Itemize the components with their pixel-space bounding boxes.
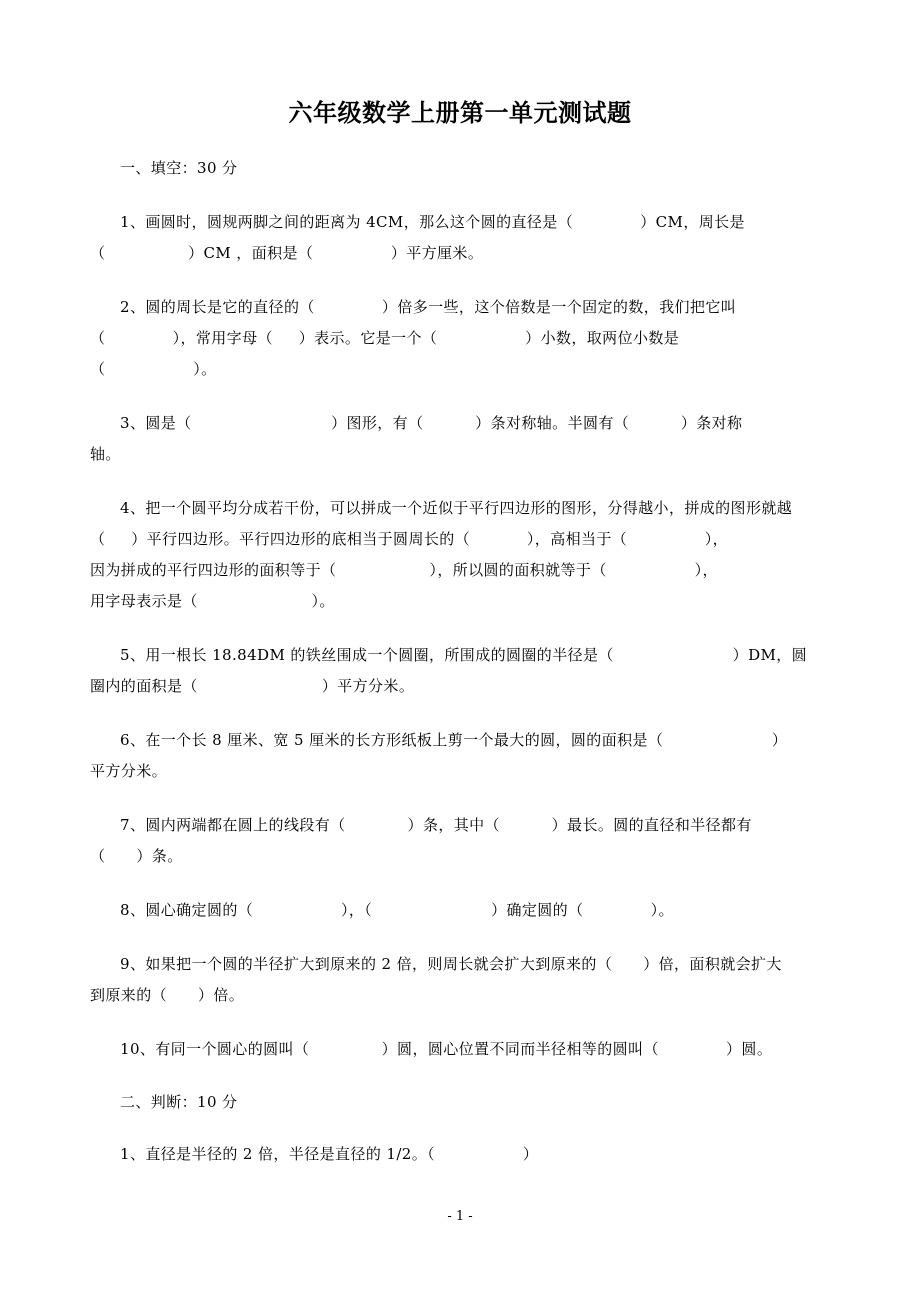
judge-question-1-line-1: 1、直径是半径的 2 倍，半径是直径的 1/2。（ ）	[120, 1145, 539, 1163]
question-2-line-3: （ ）。	[90, 360, 217, 378]
question-2-line-2: （ ），常用字母（ ）表示。它是一个（ ）小数，取两位小数是	[90, 329, 680, 347]
question-4-line-2: （ ）平行四边形。平行四边形的底相当于圆周长的（ ），高相当于（ ），	[90, 530, 729, 548]
question-4-line-1: 4、把一个圆平均分成若干份，可以拼成一个近似于平行四边形的图形，分得越小，拼成的图形就越	[120, 499, 793, 517]
question-3-line-2: 轴。	[90, 445, 121, 463]
question-6-line-2: 平方分米。	[90, 762, 168, 780]
question-1-line-2: （ ）CM ，面积是（ ）平方厘米。	[90, 244, 484, 262]
question-3-line-1: 3、圆是（ ）图形，有（ ）条对称轴。半圆有（ ）条对称	[120, 414, 743, 432]
question-1-line-1: 1、画圆时，圆规两脚之间的距离为 4CM，那么这个圆的直径是（ ）CM，周长是	[120, 213, 745, 231]
question-4-line-4: 用字母表示是（ ）。	[90, 592, 335, 610]
question-8-line-1: 8、圆心确定圆的（ ），（ ）确定圆的（ ）。	[120, 901, 674, 919]
page-number: - 1 -	[447, 1209, 473, 1224]
document-title: 六年级数学上册第一单元测试题	[288, 99, 632, 127]
question-5-line-2: 圈内的面积是（ ）平方分米。	[90, 677, 415, 695]
question-10-line-1: 10、有同一个圆心的圆叫（ ）圆，圆心位置不同而半径相等的圆叫（ ）圆。	[120, 1040, 773, 1058]
question-9-line-1: 9、如果把一个圆的半径扩大到原来的 2 倍，则周长就会扩大到原来的（ ）倍，面积就会扩大	[120, 955, 782, 973]
section-heading-true-false: 二、判断：10 分	[120, 1093, 238, 1111]
question-9-line-2: 到原来的（ ）倍。	[90, 986, 245, 1004]
question-2-line-1: 2、圆的周长是它的直径的（ ）倍多一些，这个倍数是一个固定的数，我们把它叫	[120, 298, 737, 316]
question-5-line-1: 5、用一根长 18.84DM 的铁丝围成一个圆圈，所围成的圆圈的半径是（ ）DM，圆	[120, 646, 808, 664]
question-7-line-1: 7、圆内两端都在圆上的线段有（ ）条，其中（ ）最长。圆的直径和半径都有	[120, 816, 752, 834]
question-6-line-1: 6、在一个长 8 厘米、宽 5 厘米的长方形纸板上剪一个最大的圆，圆的面积是（ ）	[120, 731, 788, 749]
question-7-line-2: （ ）条。	[90, 847, 183, 865]
question-4-line-3: 因为拼成的平行四边形的面积等于（ ），所以圆的面积就等于（ ），	[90, 561, 718, 579]
section-heading-fill-in: 一、填空：30 分	[120, 159, 238, 177]
